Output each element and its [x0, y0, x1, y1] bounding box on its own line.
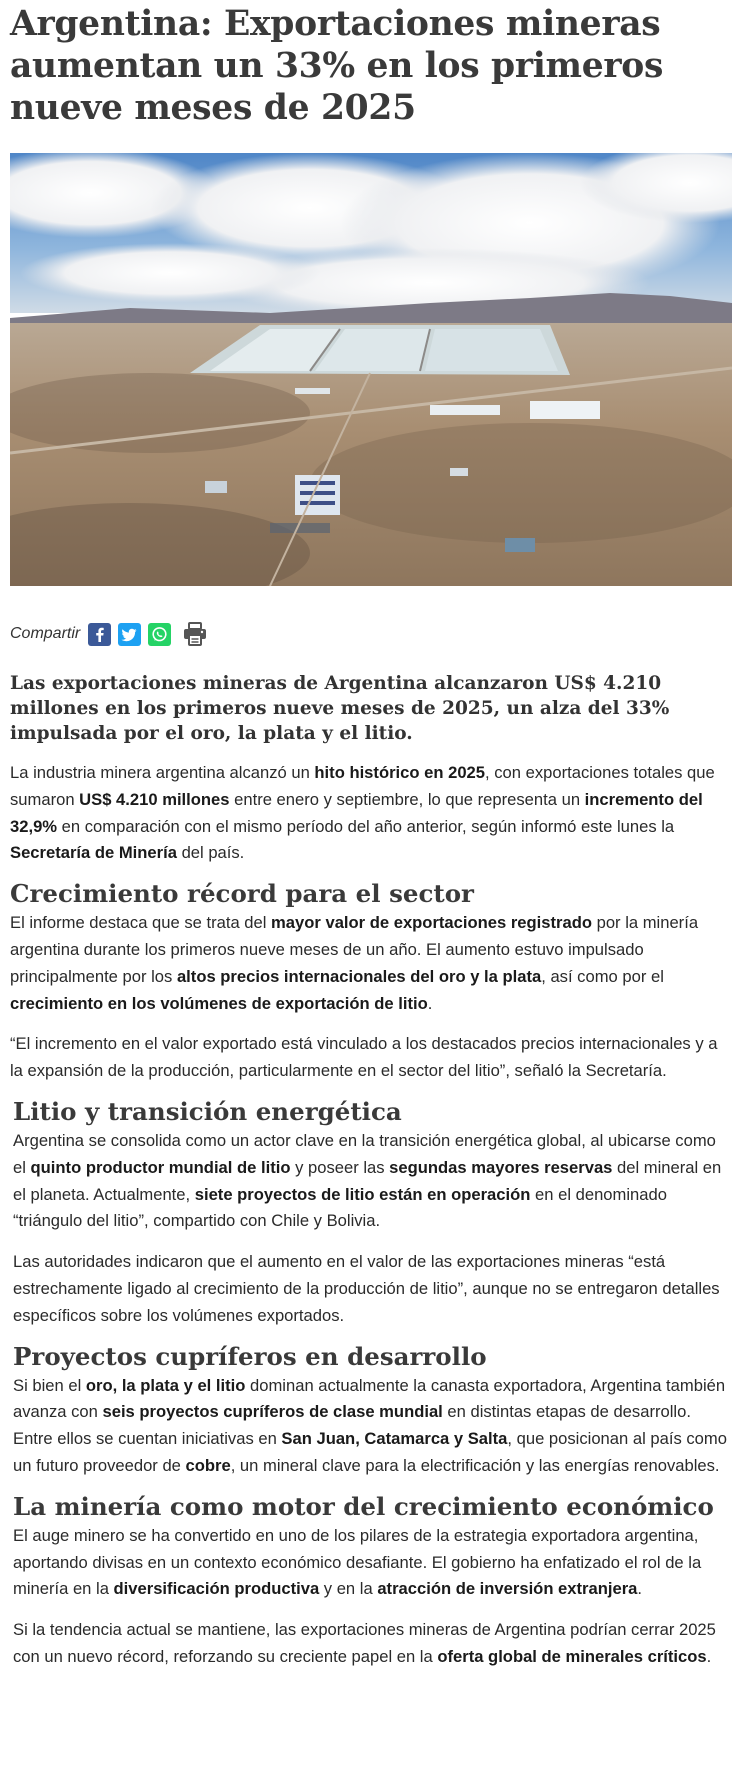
- emphasis-text: segundas mayores reservas: [389, 1157, 613, 1177]
- text-run: por la minería argentina durante los primeros nueve meses de un año. El aumento estuvo impulsado principalmente por los: [10, 913, 699, 986]
- text-run: .: [706, 1646, 712, 1666]
- text-run: , así como por el: [541, 966, 664, 986]
- text-run: Argentina se consolida como un actor clave en la transición energética global, al ubicarse como el: [13, 1130, 716, 1177]
- text-run: en distintas etapas de desarrollo. Entre ellos se cuentan iniciativas en: [13, 1402, 691, 1449]
- paragraph-2: [10, 910, 733, 1017]
- emphasis-text: cobre: [185, 1455, 231, 1475]
- text-run: en el denominado “triángulo del litio”, compartido con Chile y Bolivia.: [13, 1184, 667, 1231]
- paragraph-5: Las autoridades indicaron que el aumento en el valor de las exportaciones mineras “está estrechamente ligado al crecimiento de la producción de litio”, aunque no se entregaron detalles específicos sobre los volúmenes exportados.: [13, 1252, 720, 1325]
- emphasis-text: incremento del 32,9%: [10, 789, 703, 836]
- emphasis-text: mayor valor de exportaciones registrado: [271, 913, 592, 933]
- paragraph-7: [13, 1523, 733, 1603]
- article-title: Argentina: Exportaciones mineras aumentan un 33% en los primeros nueve meses de 2025: [10, 4, 664, 128]
- emphasis-text: Secretaría de Minería: [10, 843, 177, 863]
- heading-crecimiento: Crecimiento récord para el sector: [10, 879, 474, 909]
- emphasis-text: diversificación productiva: [113, 1579, 320, 1599]
- text-run: dominan actualmente la canasta exportadora, Argentina también avanza con: [13, 1375, 726, 1422]
- text-run: , que posicionan al país como un futuro proveedor de: [13, 1429, 727, 1475]
- text-run: El informe destaca que se trata del: [10, 913, 272, 933]
- section-litio: [10, 1096, 733, 1671]
- paragraph-4: [13, 1128, 733, 1235]
- text-run: Si bien el: [13, 1375, 86, 1395]
- whatsapp-icon[interactable]: [148, 623, 171, 646]
- text-run: entre enero y septiembre, lo que representa un: [229, 789, 585, 809]
- hero-image: [10, 153, 732, 586]
- text-run: , un mineral clave para la electrificación y las energías renovables.: [230, 1455, 720, 1475]
- paragraph-3: “El incremento en el valor exportado está vinculado a los destacados precios internacionales y a la expansión de la producción, particularmente en el sector del litio”, señaló la Secretaría.: [10, 1034, 718, 1081]
- share-label: Compartir: [10, 625, 81, 642]
- text-run: en comparación con el mismo período del año anterior, según informó este lunes la: [57, 816, 675, 836]
- article: [0, 3, 743, 1787]
- text-run: El auge minero se ha convertido en uno de los pilares de la estrategia exportadora argentina, aportando divisas en un contexto económico desafiante. El gobierno ha enfatizado el rol de la minería en la: [13, 1525, 702, 1599]
- paragraph-8: [13, 1617, 733, 1671]
- text-run: y poseer las: [290, 1157, 390, 1177]
- text-run: .: [427, 993, 433, 1013]
- article-lead: Las exportaciones mineras de Argentina alcanzaron US$ 4.210 millones en los primeros nueve meses de 2025, un alza del 33% impulsada por el oro, la plata y el litio.: [10, 673, 670, 744]
- emphasis-text: oro, la plata y el litio: [85, 1375, 246, 1395]
- text-run: La industria minera argentina alcanzó un: [10, 763, 315, 782]
- print-icon[interactable]: [181, 620, 209, 648]
- paragraph-6: [13, 1373, 733, 1480]
- emphasis-text: altos precios internacionales del oro y la plata: [176, 966, 542, 986]
- heading-litio: Litio y transición energética: [13, 1096, 402, 1126]
- emphasis-text: crecimiento en los volúmenes de exportación de litio: [10, 993, 428, 1013]
- share-bar: [10, 619, 733, 649]
- emphasis-text: hito histórico en 2025: [314, 763, 486, 782]
- heading-cobre: Proyectos cupríferos en desarrollo: [13, 1341, 487, 1371]
- facebook-icon[interactable]: [88, 623, 111, 646]
- text-run: del país.: [176, 843, 245, 863]
- text-run: del mineral en el planeta. Actualmente,: [13, 1157, 722, 1204]
- emphasis-text: seis proyectos cupríferos de clase mundial: [102, 1402, 443, 1422]
- emphasis-text: San Juan, Catamarca y Salta: [281, 1429, 508, 1449]
- text-run: y en la: [319, 1579, 378, 1599]
- text-run: , con exportaciones totales que sumaron: [10, 763, 715, 809]
- emphasis-text: siete proyectos de litio están en operación: [194, 1184, 531, 1204]
- twitter-icon[interactable]: [118, 623, 141, 646]
- emphasis-text: oferta global de minerales críticos: [437, 1646, 707, 1666]
- paragraph-1: [10, 760, 733, 867]
- emphasis-text: atracción de inversión extranjera: [377, 1579, 638, 1599]
- text-run: Si la tendencia actual se mantiene, las exportaciones mineras de Argentina podrían cerrar 2025 con un nuevo récord, reforzando su creciente papel en la: [13, 1620, 716, 1666]
- emphasis-text: quinto productor mundial de litio: [30, 1157, 291, 1177]
- heading-motor: La minería como motor del crecimiento económico: [13, 1491, 714, 1521]
- emphasis-text: US$ 4.210 millones: [79, 789, 230, 809]
- text-run: .: [637, 1579, 643, 1599]
